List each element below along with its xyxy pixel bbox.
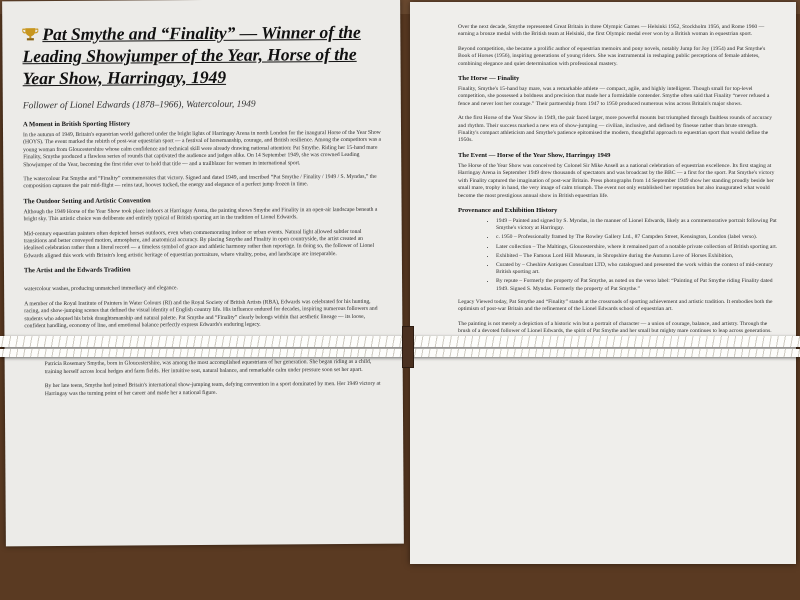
- paragraph: In the autumn of 1949, Britain's equestrian world gathered under the bright lights of Harringay Arena in north London for the inaugural Horse of the Year Show (HOYS). The event marked the rebirth of post-war equestrian sport — a festival of horsemanship, courage, and British resilience. Among the competitors was a young woman from Gloucestershire whose calm confidence and technical skill were already drawing national attention: Pat Smythe. Riding her 15-hand mare Finality, Smythe produced a flawless series of rounds that captivated the audience and judges alike. On 14 September 1949, she was crowned Leading Showjumper of the Year, becoming the first rider ever to hold that title — and a trailblazer for women in international sport.: [23, 129, 382, 168]
- list-item: • Later collection – The Maltings, Gloucestershire, where it remained part of a notable private collection of British sporting art.: [496, 244, 778, 251]
- list-item: • 1949 – Painted and signed by S. Myndas, in the manner of Lionel Edwards, likely as a commemorative portrait following Pat Smythe's victory at Harringay.: [496, 218, 778, 232]
- list-item: • c. 1950 – Professionally framed by The Rowley Gallery Ltd., 87 Campden Street, Kensington, London (label verso).: [496, 234, 778, 241]
- paragraph: At the first Horse of the Year Show in 1949, the pair faced larger, more powerful mounts but triumphed through faultless rounds of accuracy and rhythm. Their success marked a new era of show-jumping — civilian, inclusive, and defined by finesse rather than brute strength. Finality's compact athleticism and Smythe's patience epitomised the modern, thoughtful approach to equestrian sport that would define the 1950s.: [458, 115, 773, 144]
- section-heading: A Moment in British Sporting History: [22, 120, 131, 129]
- paragraph: A member of the Royal Institute of Painters in Water Colours (RI) and the Royal Society of British Artists (RBA), Edwards was celebrated for his hunting, racing, and show-jumping scenes that defined the visual identity of English country life. His influence endured for decades, inspiring numerous followers and students who adopted his brisk draughtsmanship and natural palette. Pat Smythe and “Finality” clearly belongs within that aesthetic lineage — its loose, confident handling, economy of line, and emotional balance perfectly express Edwards's enduring legacy.: [24, 298, 378, 330]
- paragraph: Legacy Viewed today, Pat Smythe and “Finality” stands at the crossroads of sporting achievement and artistic tradition. It embodies both the optimism of post-war Britain and the refinement of the Lionel Edwards school of equestrian art.: [458, 298, 773, 313]
- paragraph: By her late teens, Smythe had joined Britain's international show-jumping team, defying convention in a sport dominated by men. Her 1949 victory at Harringay was the turning point of her career and made her a national figure.: [44, 380, 381, 397]
- left-document-page: [2, 0, 404, 546]
- barrier-rope: [0, 349, 800, 357]
- section-heading: The Event — Horse of the Year Show, Harringay 1949: [458, 151, 611, 159]
- section-heading: The Artist and the Edwards Tradition: [23, 266, 131, 275]
- right-document-page: [410, 2, 796, 564]
- list-item: • By repute – Formerly the property of Pat Smythe, as noted on the verso label: “Painting of Pat Smythe riding Finality dated 1949. Signed S. Myndas. Formerly the property of Pat Smythe.”: [496, 278, 778, 292]
- barrier-rope: [0, 336, 800, 347]
- list-item: • Exhibited – The Famous Lord Hill Museum, in Shropshire during the Autumn Love of Horses Exhibition,: [496, 253, 778, 260]
- paragraph: Over the next decade, Smythe represented Great Britain in three Olympic Games — Helsinki 1952, Stockholm 1956, and Rome 1960 — earning a bronze medal with the British team at Helsinki, the first Olympic medal ever won by a British woman in equestrian sport.: [458, 24, 765, 38]
- page-title: [22, 21, 380, 89]
- section-heading: The Horse — Finality: [458, 75, 520, 83]
- provenance-list: [458, 218, 778, 293]
- section-heading: The Outdoor Setting and Artistic Convention: [23, 197, 151, 206]
- paragraph: watercolour washes, producing unmatched immediacy and elegance.: [24, 285, 178, 293]
- rope-clamp: [402, 326, 414, 368]
- section-heading: Provenance and Exhibition History: [458, 206, 558, 214]
- paragraph: Patricia Rosemary Smythe, born in Gloucestershire, was among the most accomplished equestrians of her generation. She began riding as a child, training herself across local hedges and farm fields. Her intuitive seat, natural balance, and remarkable calm under pressure soon set her apart.: [44, 359, 372, 375]
- paragraph: Mid-century equestrian painters often depicted horses outdoors, even when commemorating indoor or urban events. Natural light allowed subtler tonal transitions and better conveyed motion, atmosphere, and anatomical accuracy. By placing Smythe and Finality in open countryside, the artist created an idealised celebration rather than a literal record — a timeless symbol of grace and athletic harmony rather than reportage. In doing so, the follower of Lionel Edwards aligned this work with Britain's long artistic heritage of equestrian portraiture, where vitality, poise, and landscape are inseparable.: [23, 228, 375, 260]
- artwork-subtitle: Follower of Lionel Edwards (1878–1966), Watercolour, 1949: [22, 99, 256, 112]
- paragraph: The painting is not merely a depiction of a historic win but a portrait of character — a union of courage, balance, and artistry. Through the brush of a devoted follower of Lionel Edwards, the spirit of Pat Smythe and her small but mighty mare continues to leap across generations.: [458, 320, 772, 334]
- trophy-icon: [22, 27, 38, 41]
- paragraph: The Horse of the Year Show was conceived by Colonel Sir Mike Ansell as a national celebration of equestrian excellence. Its first staging at Harringay Arena in September 1949 drew thousands of spectators and was broadcast by the BBC — a first for the sport. Pat Smythe's victory with Finality captured the imagination of post-war Britain. Press photographs from 14 September 1949 show her standing proudly beside her small mare, trophy in hand, the very image of calm triumph. The event not only established her reputation but also inaugurated what would become the most prestigious annual show in British equestrian life.: [458, 162, 775, 199]
- paragraph: Although the 1949 Horse of the Year Show took place indoors at Harringay Arena, the painting shows Smythe and Finality in an open-air landscape beneath a bright sky. This artistic choice was deliberate and entirely typical of British sporting art in the tradition of Lionel Edwards.: [23, 206, 378, 223]
- paragraph: The watercolour Pat Smythe and “Finality” commemorates that victory. Signed and dated 1949, and inscribed “Pat Smythe / Finality / 1949 / S. Myndas,” the composition captures the pair mid-flight — reins taut, hooves tucked, the energy and elegance of a perfect jump frozen in time.: [23, 173, 377, 190]
- paragraph: Finality, Smythe's 15-hand bay mare, was a remarkable athlete — compact, agile, and highly intelligent. Though small for top-level competition, she possessed a boldness and precision that made her a formidable contender. Smythe often said that Finality “never refused a fence and never lost her courage.” Their partnership from 1947 to 1950 produced numerous wins across Britain's major shows.: [458, 86, 770, 107]
- title-text: Pat Smythe and “Finality” — Winner of the Leading Showjumper of the Year, Horse of the Year Show, Harringay, 1949: [22, 21, 361, 89]
- paragraph: Beyond competition, she became a prolific author of equestrian memoirs and pony novels, notably Jump for Joy (1954) and Pat Smythe's Book of Horses (1956), inspiring generations of young riders. She was instrumental in reshaping public perceptions of female athletes, combining elegance and quiet determination with professional mastery.: [458, 45, 766, 67]
- list-item: • Curated by – Cheshire Antiques Consultant LTD, who catalogued and presented the work within the context of mid-century British sporting art.: [496, 262, 778, 276]
